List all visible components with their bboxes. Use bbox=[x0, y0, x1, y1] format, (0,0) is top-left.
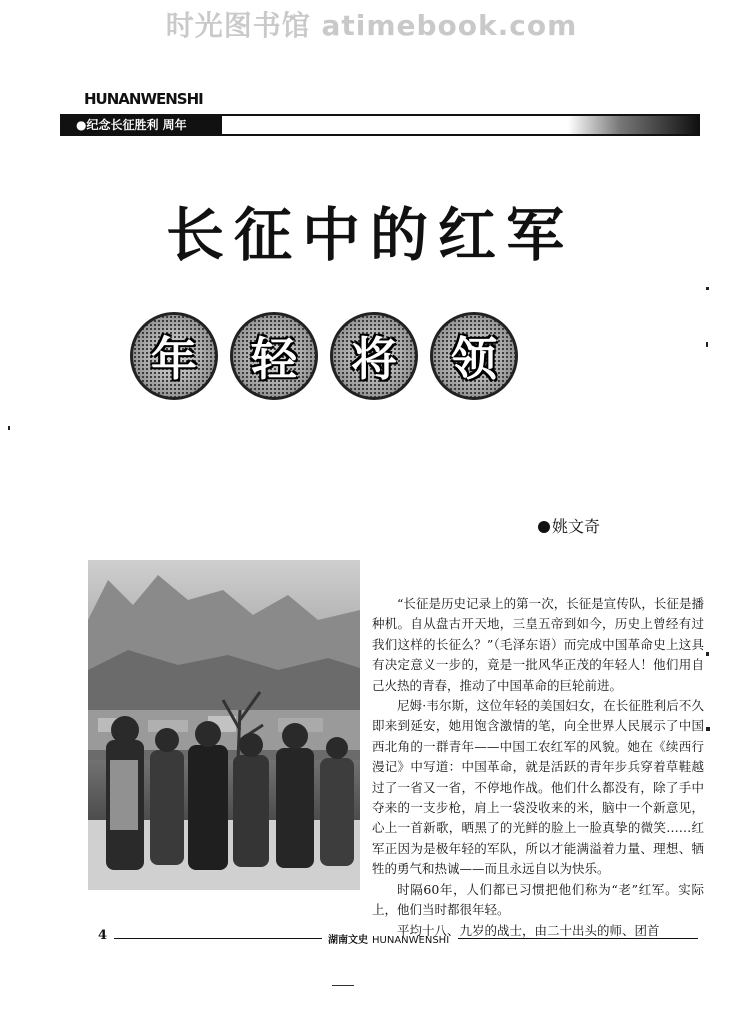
section-header-label: ●纪念长征胜利 周年 bbox=[62, 116, 222, 134]
scan-speck bbox=[706, 287, 709, 290]
footer-rule-right bbox=[458, 938, 698, 939]
magazine-logo: HUNANWENSHI bbox=[84, 90, 203, 108]
page-number: 4 bbox=[98, 928, 108, 943]
paragraph-3: 时隔60年，人们都已习惯把他们称为“老”红军。实际上，他们当时都很年轻。 bbox=[372, 881, 704, 918]
scan-speck bbox=[706, 342, 708, 347]
subtitle-char-3: 将 bbox=[330, 312, 418, 400]
page-footer bbox=[98, 930, 698, 946]
paragraph-1: “长征是历史记录上的第一次，长征是宣传队，长征是播种机。自从盘古开天地，三皇五帝到如今，历史上曾经有过我们这样的长征么？”（毛泽东语）而完成中国革命史上这具有决定意义一步的，竟是一批风华正茂的年轻人！他们用自己火热的青春，推动了中国革命的巨轮前进。 bbox=[372, 596, 704, 693]
footer-magazine-cn: 湖南文史 bbox=[328, 935, 368, 946]
bullet-icon bbox=[538, 521, 550, 533]
watermark: 时光图书馆 atimebook.com bbox=[165, 9, 578, 42]
footer-magazine bbox=[328, 931, 449, 946]
bottom-mark bbox=[332, 985, 354, 986]
author-name: 姚文奇 bbox=[552, 517, 601, 536]
scan-speck bbox=[706, 652, 709, 656]
article-body bbox=[372, 594, 704, 941]
paragraph-2: 尼姆·韦尔斯，这位年轻的美国妇女，在长征胜利后不久即来到延安，她用饱含激情的笔，向全世界人民展示了中国西北角的一群青年——中国工农红军的风貌。她在《续西行漫记》中写道：中国革命，就是活跃的青年步兵穿着草鞋越过了一省又一省，不停地作战。他们什么都没有，除了手中夺来的一支步枪，肩上一袋没收来的米，脑中一个新意见，心上一首新歌，晒黑了的光鲜的脸上一脸真挚的微笑……红军正因为是极年轻的军队，所以才能满溢着力量、理想、牺牲的勇气和热诚——而且永远自以为快乐。 bbox=[372, 698, 704, 877]
subtitle-circles bbox=[130, 312, 550, 412]
subtitle-char-1: 年 bbox=[130, 312, 218, 400]
photo-illustration bbox=[88, 560, 360, 890]
header-gradient-block bbox=[568, 116, 698, 134]
paragraph-4: 平均十八、九岁的战士，由二十出头的师、团首 bbox=[397, 922, 660, 938]
historical-photo bbox=[88, 560, 360, 890]
subtitle-char-4: 领 bbox=[430, 312, 518, 400]
section-header-bar bbox=[60, 114, 700, 136]
author-byline bbox=[538, 514, 600, 537]
subtitle-char-2: 轻 bbox=[230, 312, 318, 400]
scan-speck bbox=[8, 426, 10, 430]
scan-speck bbox=[706, 727, 710, 731]
article-title: 长征中的红军 bbox=[165, 201, 574, 269]
footer-magazine-en: HUNANWENSHI bbox=[372, 935, 450, 946]
footer-rule-left bbox=[114, 938, 322, 939]
